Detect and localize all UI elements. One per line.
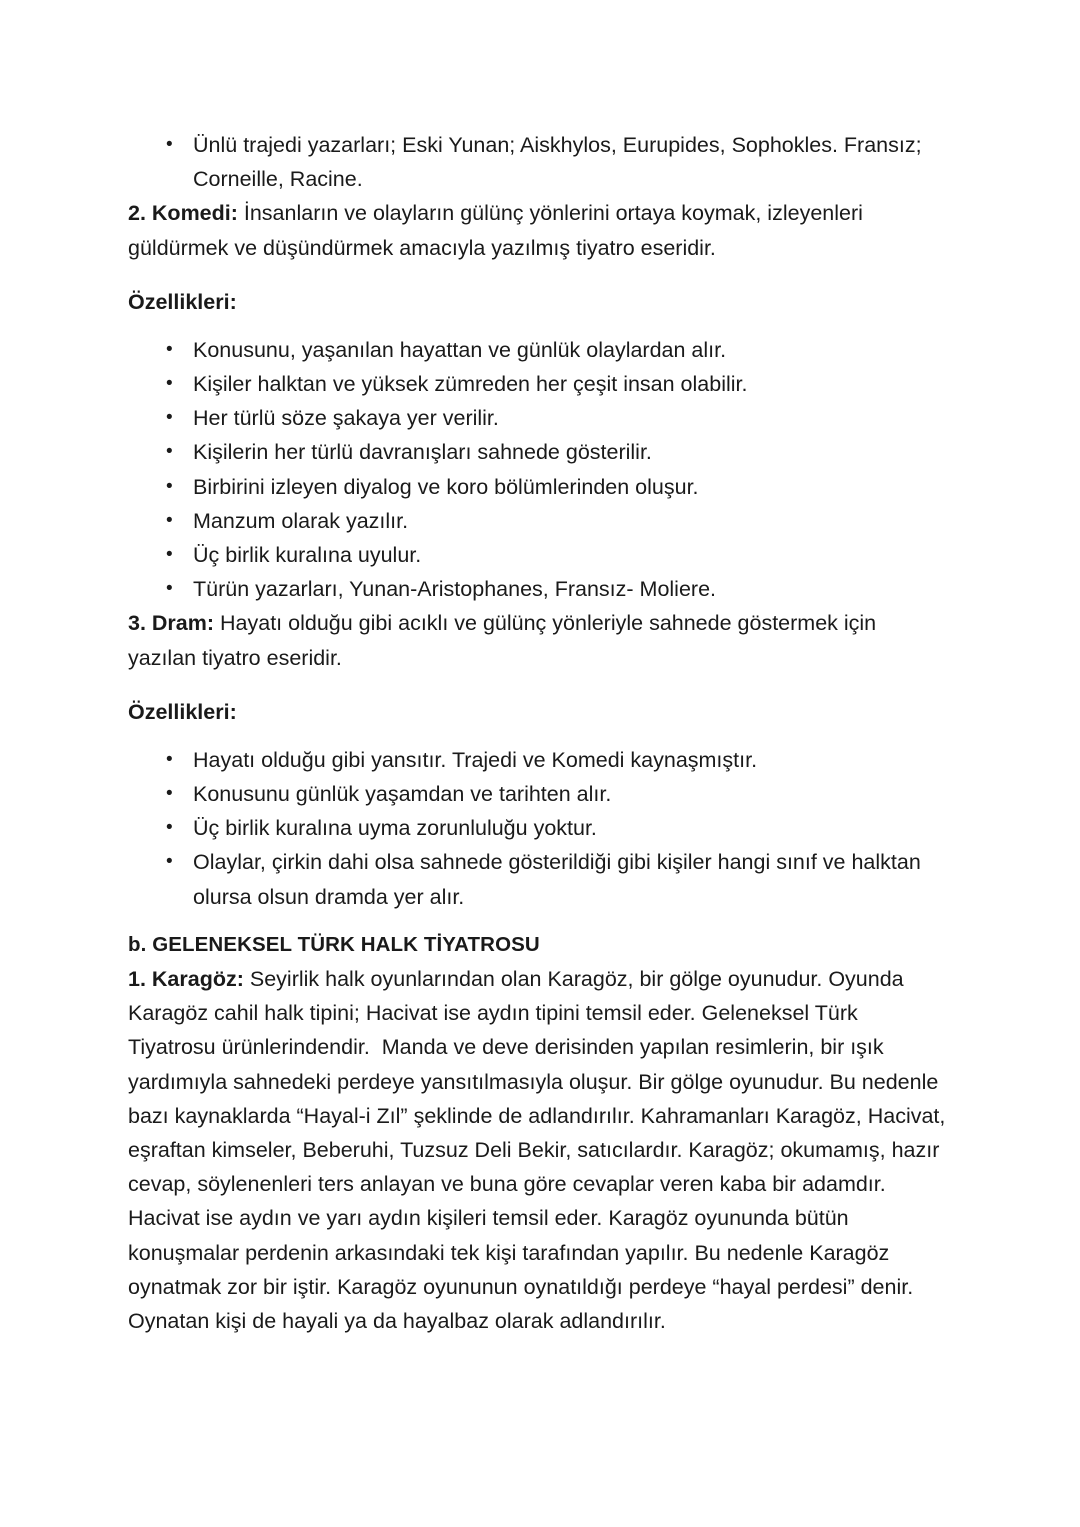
- list-item-text: Ünlü trajedi yazarları; Eski Yunan; Aiskhylos, Eurupides, Sophokles. Fransız; Corneille, Racine.: [193, 133, 922, 192]
- list-item: [128, 811, 948, 845]
- karagoz-label: 1. Karagöz:: [128, 967, 244, 992]
- list-item-text: Üç birlik kuralına uyulur.: [193, 543, 422, 568]
- list-item: [128, 367, 948, 401]
- komedi-features-list: [128, 333, 948, 607]
- bullet-icon: •: [166, 748, 173, 770]
- dram-features-heading: Özellikleri:: [128, 699, 237, 724]
- bullet-icon: •: [166, 475, 173, 497]
- list-item-text: Hayatı olduğu gibi yansıtır. Trajedi ve Komedi kaynaşmıştır.: [193, 747, 758, 772]
- list-item-text: Her türlü söze şakaya yer verilir.: [193, 406, 499, 431]
- karagoz-text: Seyirlik halk oyunlarından olan Karagöz, bir gölge oyunudur. Oyunda Karagöz cahil halk tipini; Hacivat ise aydın tipini temsil eder. Geleneksel Türk Tiyatrosu ürünlerindendir. Manda ve deve derisinden yapılan resimlerin, bir ışık yardımıyla sahnedeki perdeye yansıtılmasıyla oluşur. Bir gölge oyunudur. Bu nedenle bazı kaynaklarda “Hayal-i Zıl” şeklinde de adlandırılır. Kahramanları Karagöz, Hacivat, eşraftan kimseler, Beberuhi, Tuzsuz Deli Bekir, satıcılardır. Karagöz; okumamış, hazır cevap, söylenenleri ters anlayan ve buna göre cevaplar veren kaba bir adamdır. Hacivat ise aydın ve yarı aydın kişileri temsil eder. Karagöz oyununda bütün konuşmalar perdenin arkasındaki tek kişi tarafından yapılır. Bu nedenle Karagöz oynatmak zor bir iştir. Karagöz oyununun oynatıldığı perdeye “hayal perdesi” denir. Oynatan kişi de hayali ya da hayalbaz olarak adlandırılır.: [128, 967, 952, 1334]
- bullet-icon: •: [166, 338, 173, 360]
- list-item-text: Olaylar, çirkin dahi olsa sahnede gösterildiği gibi kişiler hangi sınıf ve halktan olursa olsun dramda yer alır.: [193, 850, 921, 909]
- list-item-text: Üç birlik kuralına uyma zorunluluğu yoktur.: [193, 816, 597, 841]
- komedi-text: İnsanların ve olayların gülünç yönlerini ortaya koymak, izleyenleri güldürmek ve düşündürmek amacıyla yazılmış tiyatro eseridir.: [128, 201, 869, 260]
- dram-features-list: [128, 743, 948, 914]
- komedi-label: 2. Komedi:: [128, 201, 238, 226]
- list-item: [128, 333, 948, 367]
- list-item-text: Konusunu günlük yaşamdan ve tarihten alır.: [193, 782, 612, 807]
- list-item-text: Manzum olarak yazılır.: [193, 508, 409, 533]
- list-item-text: Kişilerin her türlü davranışları sahnede gösterilir.: [193, 440, 652, 465]
- document-body: [128, 128, 952, 1338]
- list-item: [128, 470, 948, 504]
- bullet-icon: •: [166, 441, 173, 463]
- list-item: [128, 128, 948, 196]
- list-item-text: Birbirini izleyen diyalog ve koro bölümlerinden oluşur.: [193, 474, 699, 499]
- bullet-icon: •: [166, 578, 173, 600]
- komedi-features-heading: Özellikleri:: [128, 289, 237, 314]
- list-item: [128, 401, 948, 435]
- list-item: [128, 538, 948, 572]
- karagoz-paragraph: [128, 962, 952, 1338]
- list-item: [128, 572, 948, 606]
- list-item-text: Türün yazarları, Yunan-Aristophanes, Fransız- Moliere.: [193, 577, 717, 602]
- dram-label: 3. Dram:: [128, 611, 215, 636]
- list-item: [128, 435, 948, 469]
- bullet-icon: •: [166, 783, 173, 805]
- bullet-icon: •: [166, 509, 173, 531]
- bullet-icon: •: [166, 817, 173, 839]
- list-item-text: Kişiler halktan ve yüksek zümreden her çeşit insan olabilir.: [193, 372, 748, 397]
- bullet-icon: •: [166, 373, 173, 395]
- dram-text: Hayatı olduğu gibi acıklı ve gülünç yönleriyle sahnede göstermek için yazılan tiyatro eseridir.: [128, 611, 883, 670]
- list-item: [128, 777, 948, 811]
- tragedy-authors-list: [128, 128, 948, 196]
- bullet-icon: •: [166, 851, 173, 873]
- list-item: [128, 743, 948, 777]
- section-b-heading: b. GELENEKSEL TÜRK HALK TİYATROSU: [128, 932, 540, 956]
- list-item: [128, 504, 948, 538]
- komedi-paragraph: [128, 196, 948, 264]
- dram-paragraph: [128, 606, 948, 674]
- list-item: [128, 845, 948, 913]
- bullet-icon: •: [166, 544, 173, 566]
- bullet-icon: •: [166, 134, 173, 155]
- bullet-icon: •: [166, 407, 173, 429]
- list-item-text: Konusunu, yaşanılan hayattan ve günlük olaylardan alır.: [193, 337, 727, 362]
